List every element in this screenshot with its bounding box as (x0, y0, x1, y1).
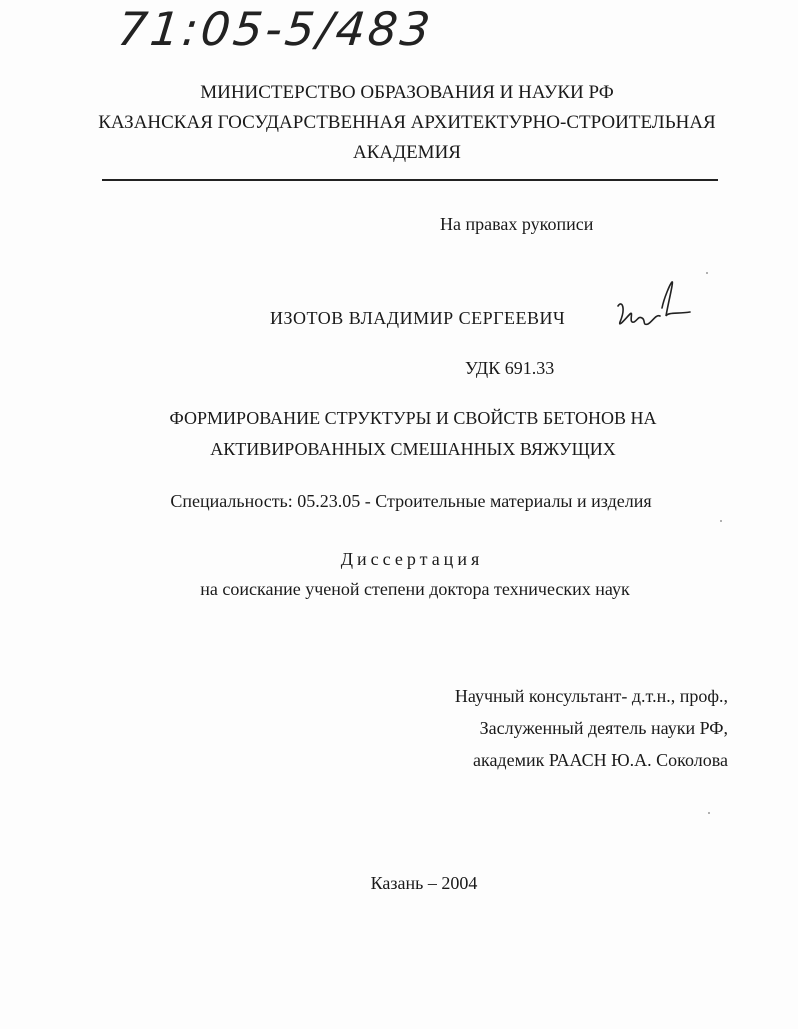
place-and-year: Казань – 2004 (370, 873, 478, 893)
scientific-consultant (455, 680, 728, 776)
consultant-line1: Научный консультант- д.т.н., проф., (454, 686, 728, 706)
institution-heading-line2: АКАДЕМИЯ (353, 142, 461, 163)
consultant-line3: академик РААСН Ю.А. Соколова (472, 750, 728, 770)
scan-speck (720, 520, 722, 522)
scan-speck (708, 812, 710, 814)
thesis-title-line2: АКТИВИРОВАННЫХ СМЕШАННЫХ ВЯЖУЩИХ (210, 439, 616, 459)
ministry-heading: МИНИСТЕРСТВО ОБРАЗОВАНИЯ И НАУКИ РФ (200, 82, 614, 103)
archive-number-handwritten: 71:05-5/483 (115, 2, 436, 56)
author-signature (612, 278, 692, 338)
author-name: ИЗОТОВ ВЛАДИМИР СЕРГЕЕВИЧ (270, 308, 566, 328)
degree-statement: на соискание ученой степени доктора технических наук (200, 579, 630, 599)
institution-heading-line1: КАЗАНСКАЯ ГОСУДАРСТВЕННАЯ АРХИТЕКТУРНО-СТРОИТЕЛЬНАЯ (98, 112, 716, 133)
header-divider (102, 179, 718, 181)
scan-speck (706, 272, 708, 274)
rights-note: На правах рукописи (440, 214, 594, 234)
work-type: Диссертация (340, 549, 484, 569)
udk-code: УДК 691.33 (465, 358, 555, 378)
specialty: Специальность: 05.23.05 - Строительные материалы и изделия (170, 491, 652, 511)
consultant-line2: Заслуженный деятель науки РФ, (479, 718, 728, 738)
thesis-title-line1: ФОРМИРОВАНИЕ СТРУКТУРЫ И СВОЙСТВ БЕТОНОВ НА (169, 408, 657, 428)
